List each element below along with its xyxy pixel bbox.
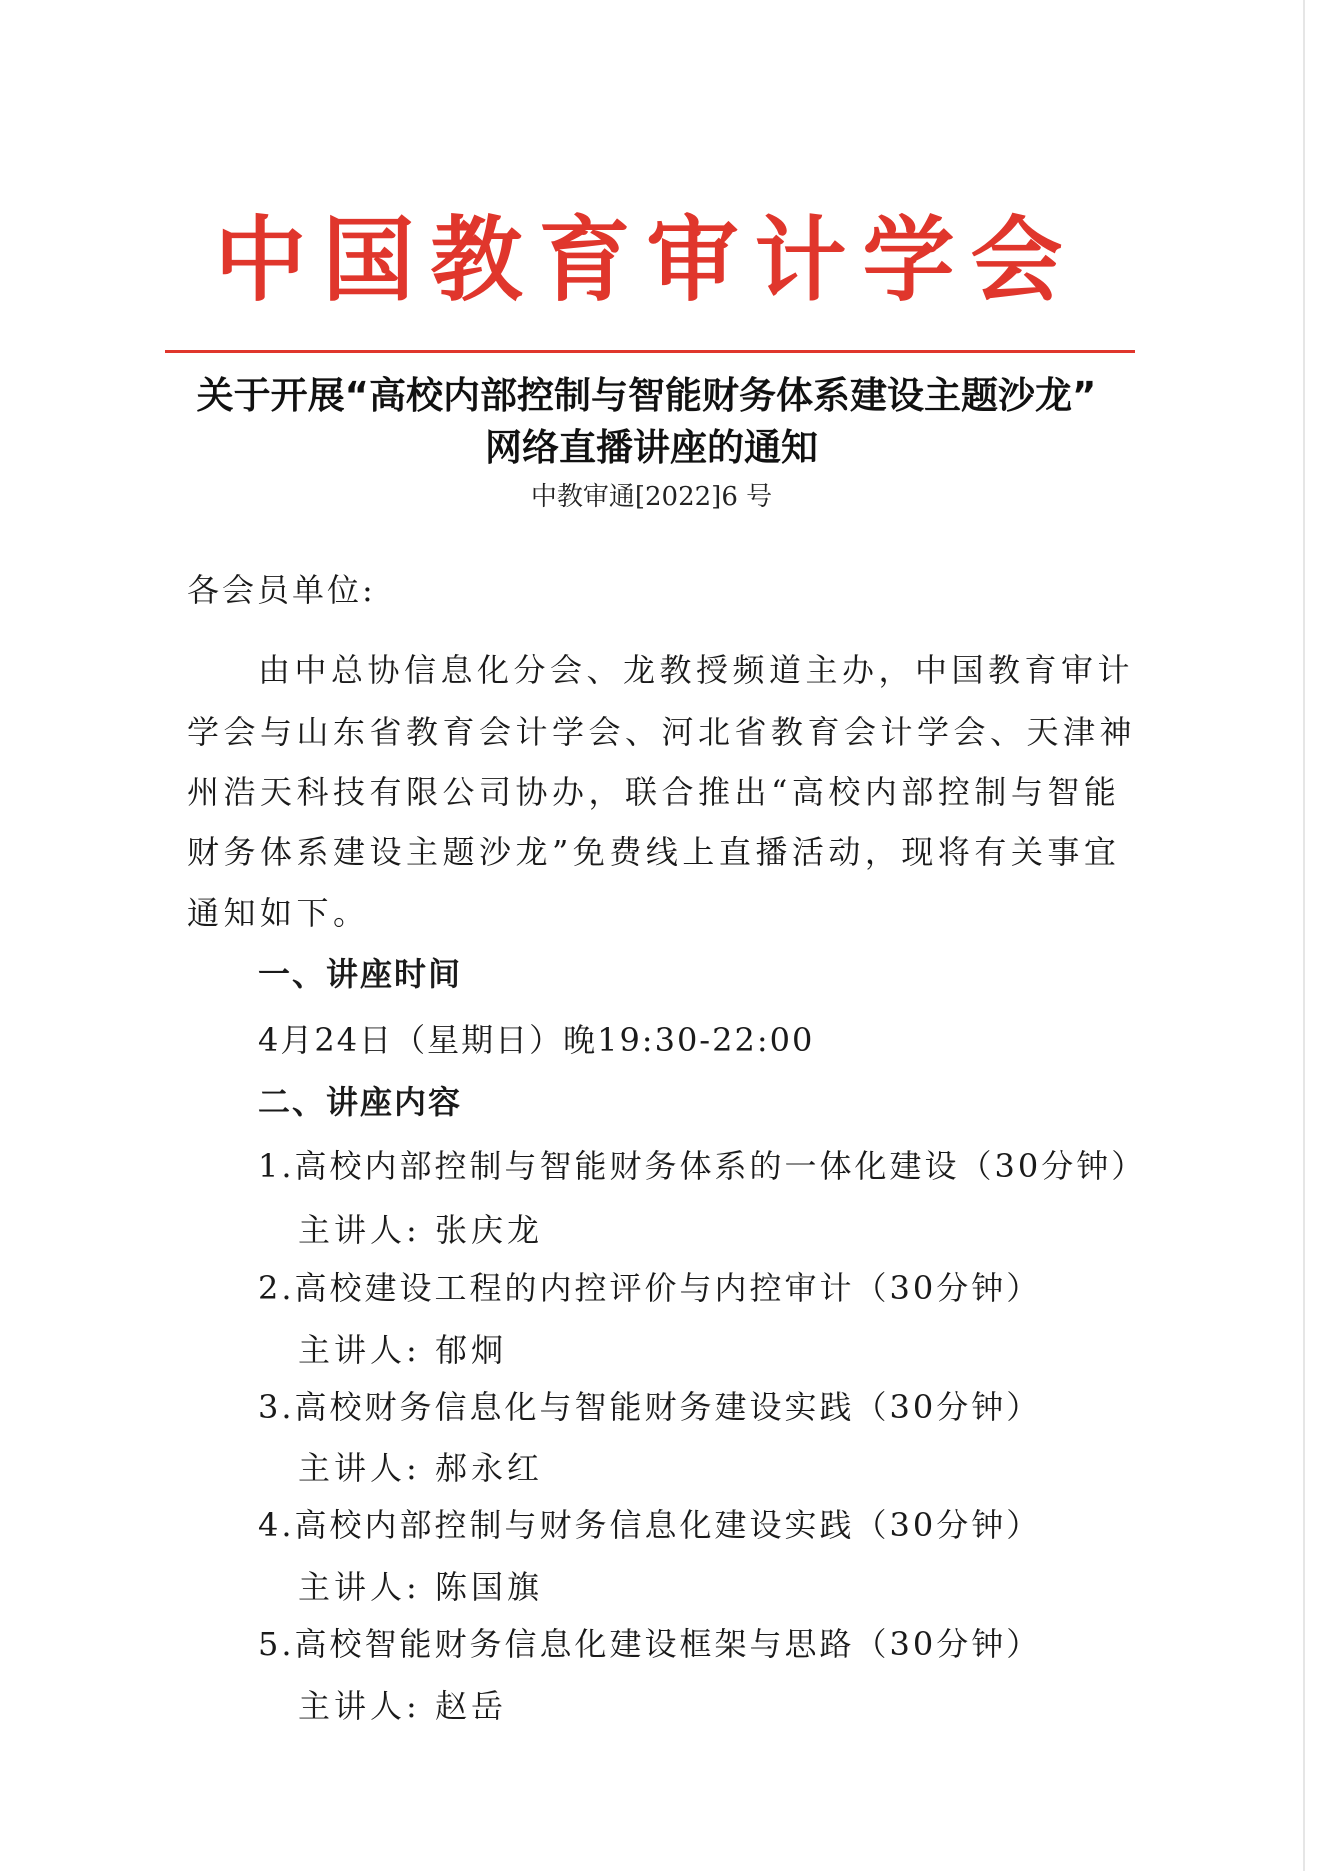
- section-heading-content: 二、讲座内容: [258, 1083, 463, 1121]
- intro-line-5: 通知如下。: [187, 894, 370, 932]
- salutation: 各会员单位:: [187, 571, 376, 609]
- notice-title-line2: 网络直播讲座的通知: [485, 426, 818, 469]
- notice-title-line1: 关于开展“高校内部控制与智能财务体系建设主题沙龙”: [196, 374, 1097, 417]
- lecture-time: 4月24日（星期日）晚19:30-22:00: [258, 1021, 815, 1059]
- lecture-item-5-speaker: 主讲人: 赵岳: [298, 1687, 507, 1725]
- section-heading-time: 一、讲座时间: [258, 955, 463, 993]
- lecture-item-2-title: 2.高校建设工程的内控评价与内控审计（30分钟）: [258, 1269, 1042, 1307]
- document-number: 中教审通[2022]6 号: [530, 482, 773, 512]
- intro-line-4: 财务体系建设主题沙龙”免费线上直播活动，现将有关事宜: [187, 833, 1121, 871]
- intro-line-1: 由中总协信息化分会、龙教授频道主办，中国教育审计: [258, 651, 1135, 689]
- lecture-item-1-title: 1.高校内部控制与智能财务体系的一体化建设（30分钟）: [258, 1147, 1147, 1185]
- organization-letterhead: 中国教育审计学会: [214, 206, 1079, 314]
- lecture-item-5-title: 5.高校智能财务信息化建设框架与思路（30分钟）: [258, 1625, 1042, 1663]
- lecture-item-1-speaker: 主讲人: 张庆龙: [298, 1211, 543, 1249]
- lecture-item-3-title: 3.高校财务信息化与智能财务建设实践（30分钟）: [258, 1388, 1042, 1426]
- lecture-item-2-speaker: 主讲人: 郁炯: [298, 1331, 507, 1369]
- lecture-item-3-speaker: 主讲人: 郝永红: [298, 1449, 543, 1487]
- letterhead-red-rule: [165, 350, 1135, 353]
- intro-line-3: 州浩天科技有限公司协办，联合推出“高校内部控制与智能: [187, 773, 1121, 811]
- lecture-item-4-speaker: 主讲人: 陈国旗: [298, 1568, 543, 1606]
- intro-line-2: 学会与山东省教育会计学会、河北省教育会计学会、天津神: [187, 713, 1137, 751]
- lecture-item-4-title: 4.高校内部控制与财务信息化建设实践（30分钟）: [258, 1506, 1042, 1544]
